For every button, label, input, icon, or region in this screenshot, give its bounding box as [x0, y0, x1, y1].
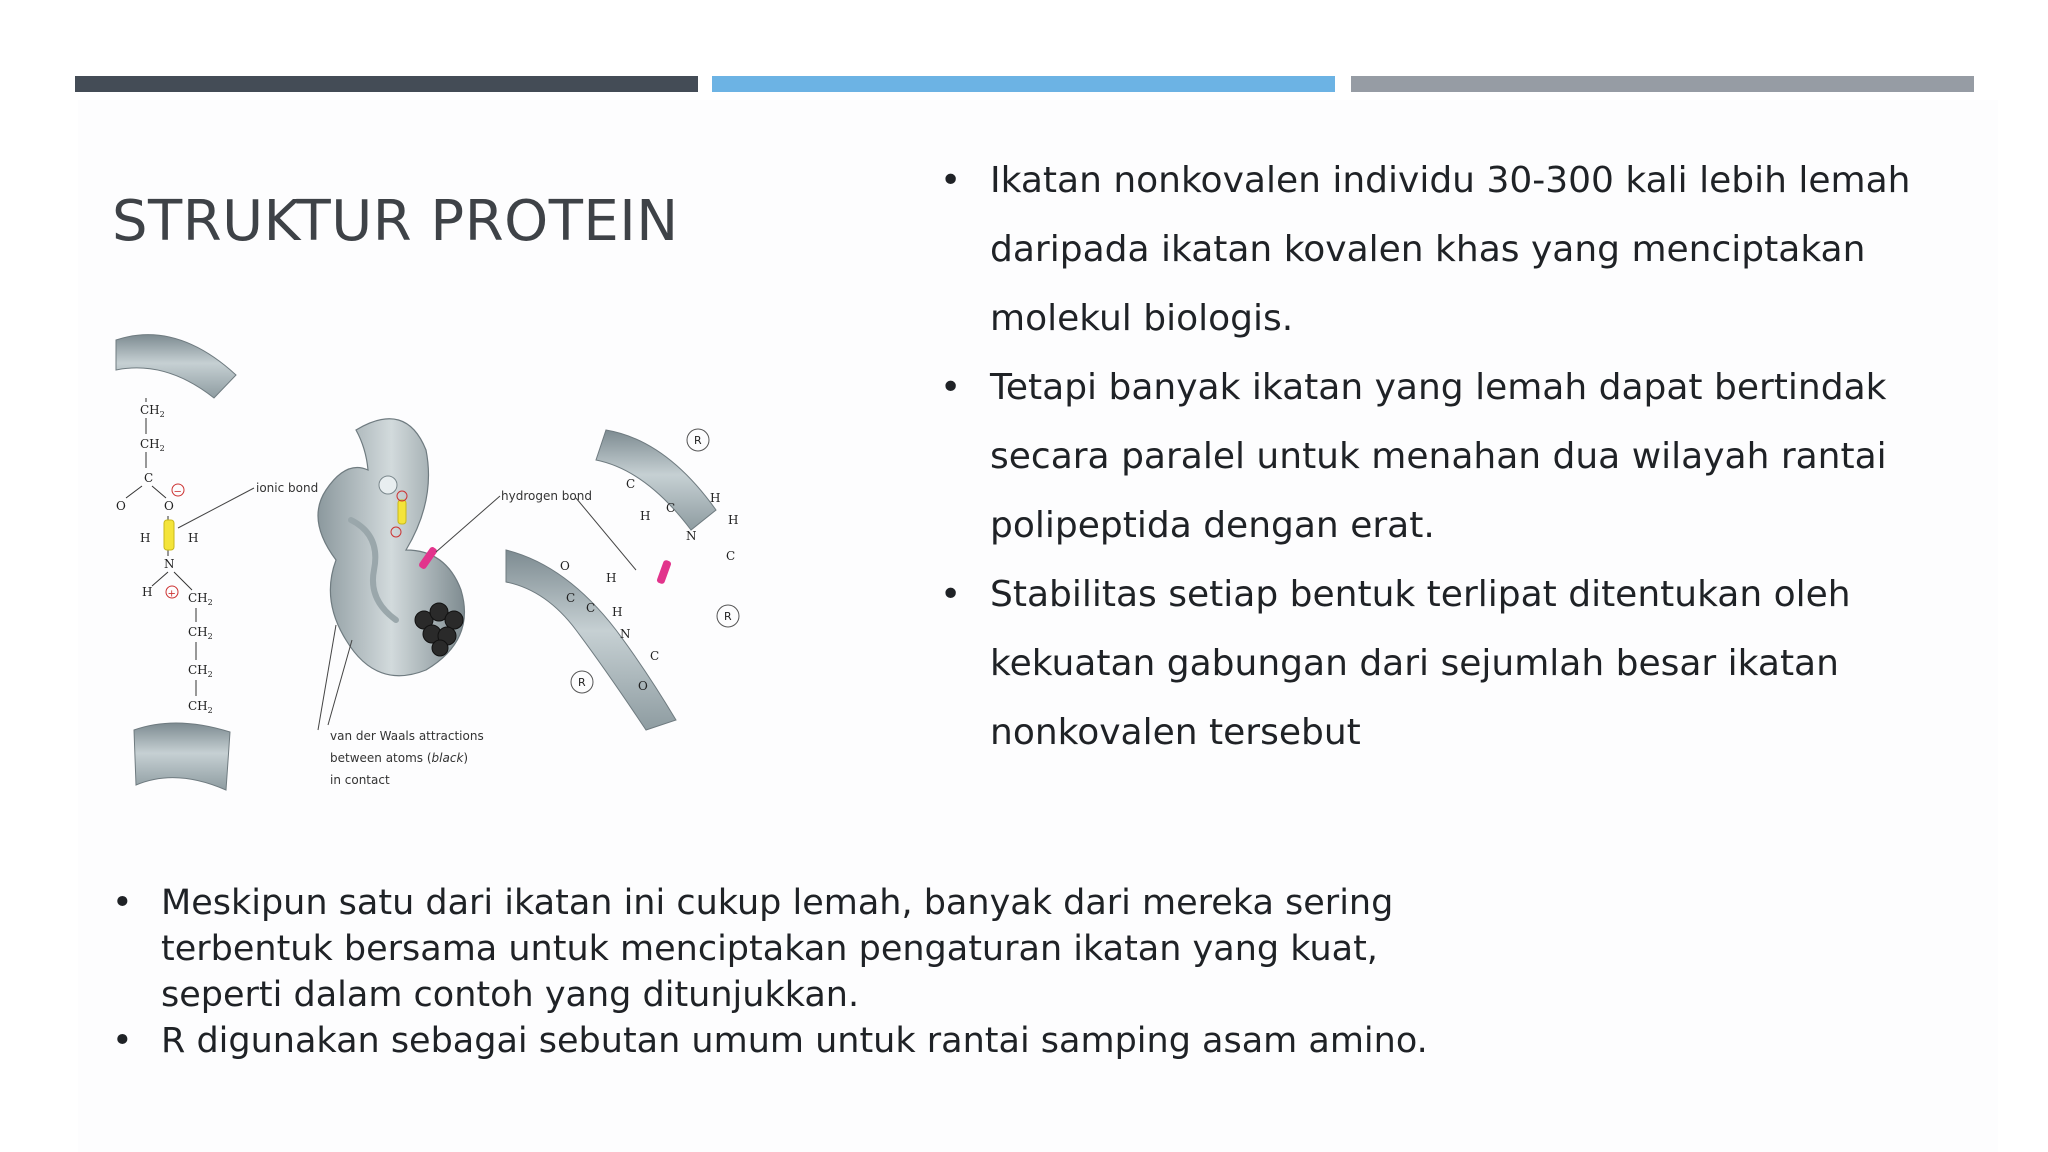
- bottom-bullet-2: [112, 1018, 1492, 1064]
- svg-text:CH2: $CH_2$: [140, 437, 165, 453]
- svg-text:C: C: [626, 477, 636, 491]
- svg-text:H: H: [728, 513, 739, 527]
- vdw-label-line1: van der Waals attractions: [330, 729, 484, 743]
- svg-text:N: N: [620, 627, 631, 641]
- svg-text:C: C: [144, 471, 154, 485]
- bullet-dot: •: [112, 883, 133, 923]
- svg-text:C: C: [726, 549, 736, 563]
- right-bullet-1-text: Ikatan nonkovalen individu 30-300 kali lebih lemah daripada ikatan kovalen khas yang menciptakan molekul biologis.: [990, 160, 1911, 339]
- svg-text:H: H: [140, 531, 151, 545]
- svg-text:H: H: [710, 491, 721, 505]
- svg-text:O: O: [164, 499, 174, 513]
- svg-text:O: O: [116, 499, 126, 513]
- slide-title: STRUKTUR PROTEIN: [112, 189, 679, 254]
- protein-bond-figure: [106, 320, 806, 800]
- chain-segment-right-lower: [506, 550, 676, 730]
- protein-bond-diagram: [106, 320, 806, 800]
- svg-text:H: H: [142, 585, 153, 599]
- vdw-label-line3: in contact: [330, 773, 390, 787]
- accent-bar-dark: [75, 76, 698, 92]
- svg-text:+: +: [167, 588, 176, 600]
- svg-text:O: O: [560, 559, 570, 573]
- accent-bar-gray: [1351, 76, 1974, 92]
- svg-text:R: R: [694, 434, 702, 447]
- svg-text:−: −: [173, 486, 182, 498]
- hydrogen-bond-label: hydrogen bond: [501, 489, 592, 503]
- svg-text:H: H: [606, 571, 617, 585]
- svg-text:C: C: [586, 601, 596, 615]
- svg-text:CH2: $CH_2$: [188, 699, 213, 715]
- right-bullet-1: [940, 146, 1940, 353]
- ionic-bond-label: ionic bond: [256, 481, 319, 495]
- bottom-bullet-1: [112, 880, 1492, 1018]
- hydrogen-bond-marker-2: [656, 559, 672, 584]
- chain-segment-bottom-left: [134, 723, 230, 790]
- svg-text:R: R: [578, 676, 586, 689]
- svg-text:H: H: [188, 531, 199, 545]
- chain-segment-top-left: [116, 335, 236, 398]
- svg-text:C: C: [566, 591, 576, 605]
- svg-text:CH2: $CH_2$: [188, 663, 213, 679]
- svg-text:CH2: $CH_2$: [188, 625, 213, 641]
- bottom-bullet-list: [112, 880, 1492, 1064]
- svg-text:C: C: [650, 649, 660, 663]
- svg-text:CH2: $CH_2$: [188, 591, 213, 607]
- svg-text:N: N: [686, 529, 697, 543]
- ionic-bond-marker: [164, 520, 174, 550]
- svg-text:O: O: [638, 679, 648, 693]
- svg-text:H: H: [640, 509, 651, 523]
- bullet-dot: •: [940, 160, 962, 201]
- ionic-bond-marker-2: [398, 500, 406, 524]
- bottom-bullet-2-text: R digunakan sebagai sebutan umum untuk rantai samping asam amino.: [161, 1021, 1428, 1061]
- right-bullet-2: [940, 353, 1940, 560]
- bullet-dot: •: [940, 367, 962, 408]
- right-bullet-3: [940, 560, 1940, 767]
- svg-text:CH2: $CH_2$: [140, 403, 165, 419]
- vdw-label-line2: between atoms (black): [330, 751, 469, 765]
- bullet-dot: •: [112, 1021, 133, 1061]
- svg-text:C: C: [666, 501, 676, 515]
- bottom-bullet-1-text: Meskipun satu dari ikatan ini cukup lemah, banyak dari mereka sering terbentuk bersama untuk menciptakan pengaturan ikatan yang kuat, seperti dalam contoh yang ditunjukkan.: [161, 883, 1394, 1015]
- svg-text:H: H: [612, 605, 623, 619]
- bullet-dot: •: [940, 574, 962, 615]
- accent-bar-blue: [712, 76, 1335, 92]
- right-bullet-2-text: Tetapi banyak ikatan yang lemah dapat bertindak secara paralel untuk menahan dua wilayah rantai polipeptida dengan erat.: [990, 367, 1887, 546]
- svg-text:R: R: [724, 610, 732, 623]
- right-bullet-3-text: Stabilitas setiap bentuk terlipat ditentukan oleh kekuatan gabungan dari sejumlah besar ikatan nonkovalen tersebut: [990, 574, 1851, 753]
- svg-text:N: N: [164, 557, 175, 571]
- right-bullet-list: [940, 146, 1940, 767]
